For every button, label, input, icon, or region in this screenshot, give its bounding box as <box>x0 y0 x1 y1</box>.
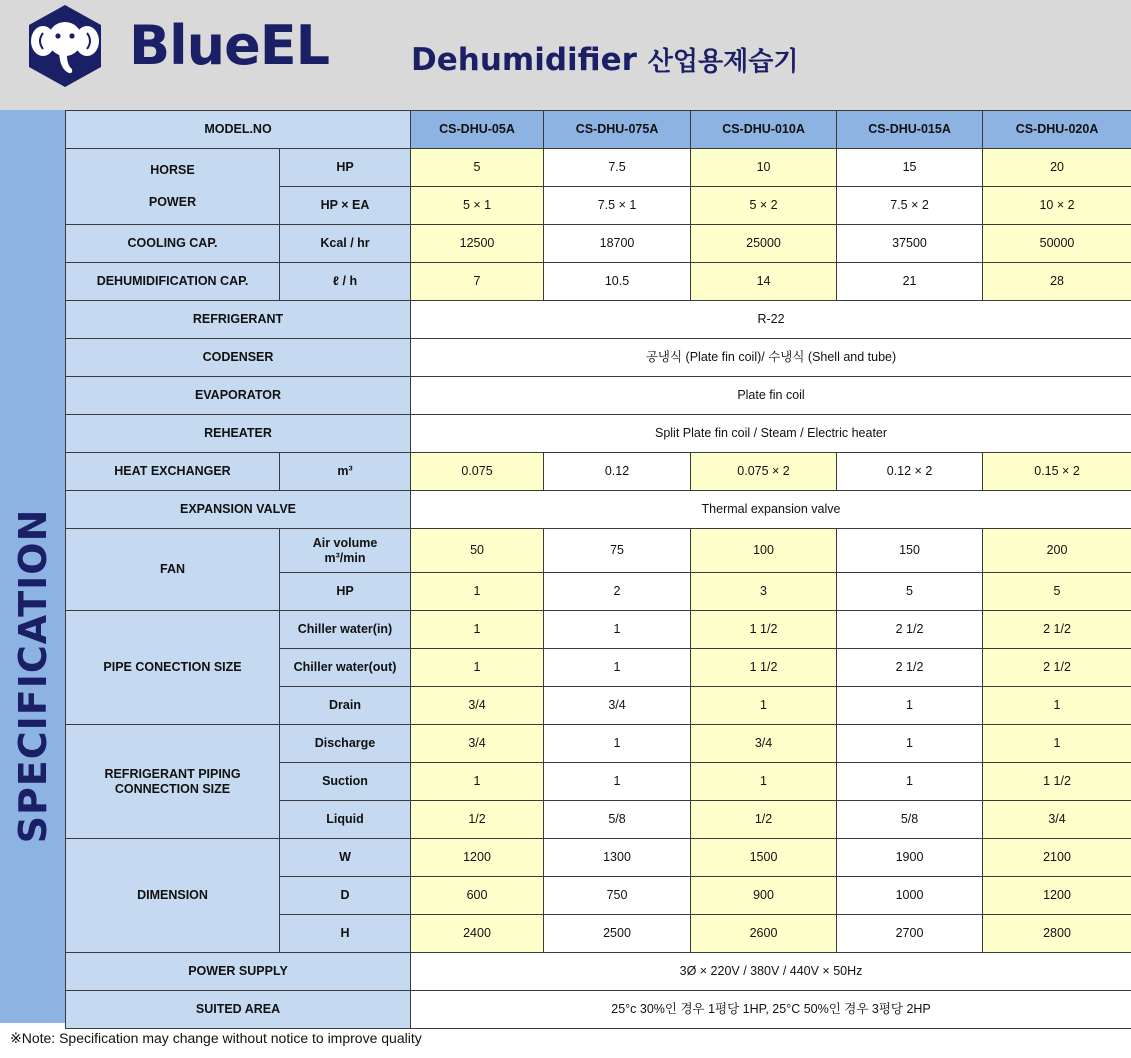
sub-label: Liquid <box>280 801 411 839</box>
row-label: HEAT EXCHANGER <box>66 453 280 491</box>
table-cell: 1 <box>411 573 544 611</box>
table-cell: 1 <box>837 763 983 801</box>
row-label: PIPE CONECTION SIZE <box>66 611 280 725</box>
table-cell: 7.5 × 2 <box>837 187 983 225</box>
model-cell: CS-DHU-010A <box>691 111 837 149</box>
table-cell: 1 <box>411 649 544 687</box>
table-cell: 5/8 <box>544 801 691 839</box>
sub-label: D <box>280 877 411 915</box>
table-cell: 2 1/2 <box>837 611 983 649</box>
sub-label: Suction <box>280 763 411 801</box>
sub-label: Chiller water(out) <box>280 649 411 687</box>
table-row <box>66 991 1131 1029</box>
label-line: m³/min <box>324 550 366 565</box>
table-cell-wide: Thermal expansion valve <box>411 491 1131 529</box>
table-cell: 5 <box>983 573 1131 611</box>
table-cell: 1 <box>691 687 837 725</box>
table-cell: 3/4 <box>411 687 544 725</box>
table-cell: 1500 <box>691 839 837 877</box>
table-cell: 25000 <box>691 225 837 263</box>
footnote: ※Note: Specification may change without notice to improve quality <box>10 1030 422 1046</box>
table-cell: 0.15 × 2 <box>983 453 1131 491</box>
table-cell: 1900 <box>837 839 983 877</box>
table-cell: 7.5 × 1 <box>544 187 691 225</box>
table-cell: 1 <box>544 763 691 801</box>
table-cell: 2600 <box>691 915 837 953</box>
table-cell: 1 <box>411 763 544 801</box>
page-header <box>0 0 1131 110</box>
row-label: EVAPORATOR <box>66 377 411 415</box>
table-cell: 1 <box>983 687 1131 725</box>
sidebar-label: SPECIFICATION <box>11 508 55 844</box>
sub-label: W <box>280 839 411 877</box>
table-cell: 2 <box>544 573 691 611</box>
table-cell: 1 <box>691 763 837 801</box>
model-cell: CS-DHU-020A <box>983 111 1131 149</box>
sub-label: HP <box>280 149 411 187</box>
table-cell: 2400 <box>411 915 544 953</box>
table-cell: 2 1/2 <box>837 649 983 687</box>
table-cell: 1/2 <box>411 801 544 839</box>
row-label: POWER SUPPLY <box>66 953 411 991</box>
row-label: REFRIGERANT <box>66 301 411 339</box>
table-cell: 10.5 <box>544 263 691 301</box>
sub-label: HP × EA <box>280 187 411 225</box>
table-cell: 1 1/2 <box>691 611 837 649</box>
table-cell: 0.12 <box>544 453 691 491</box>
table-cell: 750 <box>544 877 691 915</box>
model-row <box>66 111 1131 149</box>
sub-label: m³ <box>280 453 411 491</box>
table-row <box>66 377 1131 415</box>
table-row <box>66 301 1131 339</box>
table-cell: 1200 <box>983 877 1131 915</box>
model-header: MODEL.NO <box>66 111 411 149</box>
specification-sidebar <box>0 110 65 1023</box>
row-label: FAN <box>66 529 280 611</box>
table-row <box>66 725 1131 763</box>
table-row <box>66 225 1131 263</box>
table-cell: 3/4 <box>691 725 837 763</box>
table-cell: 3/4 <box>983 801 1131 839</box>
table-cell-wide: 3Ø × 220V / 380V / 440V × 50Hz <box>411 953 1131 991</box>
row-label-horse-power <box>66 149 280 225</box>
table-cell-wide: 25°c 30%인 경우 1평당 1HP, 25°C 50%인 경우 3평당 2HP <box>411 991 1131 1029</box>
sub-label: Kcal / hr <box>280 225 411 263</box>
table-cell: 20 <box>983 149 1131 187</box>
table-row <box>66 529 1131 573</box>
spec-table <box>65 110 1131 1029</box>
title-en: Dehumidifier <box>411 42 637 78</box>
table-cell: 3/4 <box>544 687 691 725</box>
table-row <box>66 611 1131 649</box>
table-row <box>66 339 1131 377</box>
table-cell: 18700 <box>544 225 691 263</box>
label-line: Air volume <box>312 535 378 550</box>
sub-label: ℓ / h <box>280 263 411 301</box>
table-cell: 2100 <box>983 839 1131 877</box>
model-cell: CS-DHU-075A <box>544 111 691 149</box>
table-cell: 15 <box>837 149 983 187</box>
table-cell: 3/4 <box>411 725 544 763</box>
table-row <box>66 453 1131 491</box>
table-cell-wide: Plate fin coil <box>411 377 1131 415</box>
table-cell: 3 <box>691 573 837 611</box>
row-label: REHEATER <box>66 415 411 453</box>
table-cell: 5 × 1 <box>411 187 544 225</box>
table-cell: 2 1/2 <box>983 649 1131 687</box>
table-cell: 75 <box>544 529 691 573</box>
table-cell: 37500 <box>837 225 983 263</box>
table-cell-wide: 공냉식 (Plate fin coil)/ 수냉식 (Shell and tube) <box>411 339 1131 377</box>
table-cell: 0.12 × 2 <box>837 453 983 491</box>
table-cell: 2 1/2 <box>983 611 1131 649</box>
table-cell-wide: Split Plate fin coil / Steam / Electric heater <box>411 415 1131 453</box>
table-cell: 7 <box>411 263 544 301</box>
table-cell-wide: R-22 <box>411 301 1131 339</box>
table-cell: 14 <box>691 263 837 301</box>
table-cell: 10 × 2 <box>983 187 1131 225</box>
model-cell: CS-DHU-015A <box>837 111 983 149</box>
table-row <box>66 839 1131 877</box>
table-cell: 200 <box>983 529 1131 573</box>
table-cell: 2800 <box>983 915 1131 953</box>
sub-label: Discharge <box>280 725 411 763</box>
table-cell: 5/8 <box>837 801 983 839</box>
table-cell: 7.5 <box>544 149 691 187</box>
table-cell: 0.075 <box>411 453 544 491</box>
table-cell: 2500 <box>544 915 691 953</box>
brand-logo <box>25 3 330 89</box>
table-cell: 1200 <box>411 839 544 877</box>
table-cell: 5 <box>411 149 544 187</box>
table-cell: 2700 <box>837 915 983 953</box>
table-cell: 900 <box>691 877 837 915</box>
table-cell: 1 <box>411 611 544 649</box>
table-cell: 21 <box>837 263 983 301</box>
sub-label: H <box>280 915 411 953</box>
title-ko: 산업용제습기 <box>647 47 799 77</box>
sub-label-air-volume <box>280 529 411 573</box>
table-row <box>66 491 1131 529</box>
model-cell: CS-DHU-05A <box>411 111 544 149</box>
table-cell: 600 <box>411 877 544 915</box>
label-line: CONNECTION SIZE <box>114 781 231 796</box>
table-cell: 1 <box>544 649 691 687</box>
table-cell: 1000 <box>837 877 983 915</box>
label-line: HORSE <box>150 163 195 177</box>
table-cell: 1/2 <box>691 801 837 839</box>
page-title <box>411 38 798 84</box>
table-cell: 1 <box>837 687 983 725</box>
elephant-logo-icon <box>25 3 105 89</box>
sub-label: Chiller water(in) <box>280 611 411 649</box>
sub-label: Drain <box>280 687 411 725</box>
table-cell: 1 <box>983 725 1131 763</box>
table-cell: 5 <box>837 573 983 611</box>
table-row <box>66 953 1131 991</box>
row-label: SUITED AREA <box>66 991 411 1029</box>
table-cell: 150 <box>837 529 983 573</box>
label-line: POWER <box>148 195 197 209</box>
table-cell: 1300 <box>544 839 691 877</box>
table-cell: 1 <box>837 725 983 763</box>
table-row <box>66 149 1131 187</box>
table-cell: 100 <box>691 529 837 573</box>
row-label: COOLING CAP. <box>66 225 280 263</box>
sub-label: HP <box>280 573 411 611</box>
row-label: CODENSER <box>66 339 411 377</box>
row-label: EXPANSION VALVE <box>66 491 411 529</box>
brand-name: BlueEL <box>129 14 330 77</box>
table-cell: 10 <box>691 149 837 187</box>
row-label: DEHUMIDIFICATION CAP. <box>66 263 280 301</box>
table-cell: 12500 <box>411 225 544 263</box>
table-cell: 5 × 2 <box>691 187 837 225</box>
table-cell: 1 <box>544 611 691 649</box>
table-row <box>66 263 1131 301</box>
table-cell: 0.075 × 2 <box>691 453 837 491</box>
table-cell: 1 1/2 <box>983 763 1131 801</box>
table-cell: 28 <box>983 263 1131 301</box>
row-label-refrigerant-piping <box>66 725 280 839</box>
table-cell: 50 <box>411 529 544 573</box>
label-line: REFRIGERANT PIPING <box>104 766 241 781</box>
table-cell: 50000 <box>983 225 1131 263</box>
row-label: DIMENSION <box>66 839 280 953</box>
table-row <box>66 415 1131 453</box>
table-cell: 1 <box>544 725 691 763</box>
table-cell: 1 1/2 <box>691 649 837 687</box>
